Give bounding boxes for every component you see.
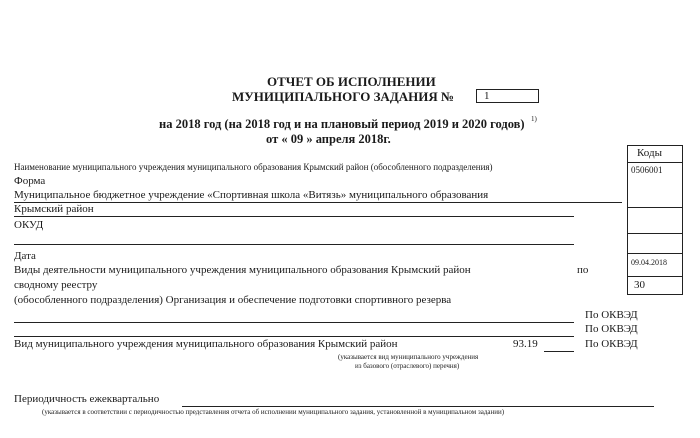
okud-underline <box>14 244 574 245</box>
codes-table <box>627 145 683 295</box>
form-label: Форма <box>14 175 46 187</box>
task-number: 1 <box>484 90 490 102</box>
date-label: Дата <box>14 250 36 262</box>
report-period: на 2018 год (на 2018 год и на плановый период 2019 и 2020 годов) <box>159 117 525 131</box>
report-title-line2: МУНИЦИПАЛЬНОГО ЗАДАНИЯ № <box>232 89 455 104</box>
institution-underline-2 <box>14 216 574 217</box>
okved-underline-2 <box>14 336 574 337</box>
date-code-cell: 09.04.2018 <box>628 253 682 276</box>
task-number-box <box>476 89 539 103</box>
periodicity-label: Периодичность ежеквартально <box>14 393 160 405</box>
activity-code-cell: 30 <box>628 276 682 294</box>
type-note-line2: из базового (отраслевого) перечня) <box>355 362 460 370</box>
periodicity-underline <box>182 406 654 407</box>
empty-code-cell-1 <box>628 207 682 233</box>
okved-underline-1 <box>14 322 574 323</box>
empty-code-cell-2 <box>628 233 682 253</box>
institution-name-line2: Крымский район <box>14 203 94 215</box>
activities-po: по <box>577 264 589 276</box>
form-code-cell: 0506001 <box>628 162 682 207</box>
okved-label-1: По ОКВЭД <box>585 309 638 321</box>
activities-line2: сводному реестру <box>14 279 98 291</box>
institution-name-line1: Муниципальное бюджетное учреждение «Спортивная школа «Витязь» муниципального образования <box>14 189 489 201</box>
type-note-line1: (указывается вид муниципального учреждения <box>338 353 479 361</box>
okved-label-3: По ОКВЭД <box>585 338 638 350</box>
okved-label-2: По ОКВЭД <box>585 323 638 335</box>
type-code: 93.19 <box>513 338 538 350</box>
periodicity-note: (указывается в соответствии с периодичностью представления отчета об исполнении муниципального задания, установленной в муниципальном задании) <box>42 408 505 416</box>
type-line: Вид муниципального учреждения муниципального образования Крымский район <box>14 338 398 350</box>
activities-line1: Виды деятельности муниципального учреждения муниципального образования Крымский район <box>14 264 471 276</box>
activities-line3: (обособленного подразделения) Организация и обеспечение подготовки спортивного резерва <box>14 294 452 306</box>
institution-underline-1 <box>14 202 622 203</box>
report-title-line1: ОТЧЕТ ОБ ИСПОЛНЕНИИ <box>267 74 436 89</box>
institution-name-label: Наименование муниципального учреждения муниципального образования Крымский район (обособленного подразделения) <box>14 162 493 172</box>
okud-label: ОКУД <box>14 219 44 231</box>
type-code-underline <box>544 351 574 352</box>
codes-header: Коды <box>628 145 682 162</box>
footnote-mark: 1) <box>531 115 537 123</box>
report-date: от « 09 » апреля 2018г. <box>266 132 391 146</box>
